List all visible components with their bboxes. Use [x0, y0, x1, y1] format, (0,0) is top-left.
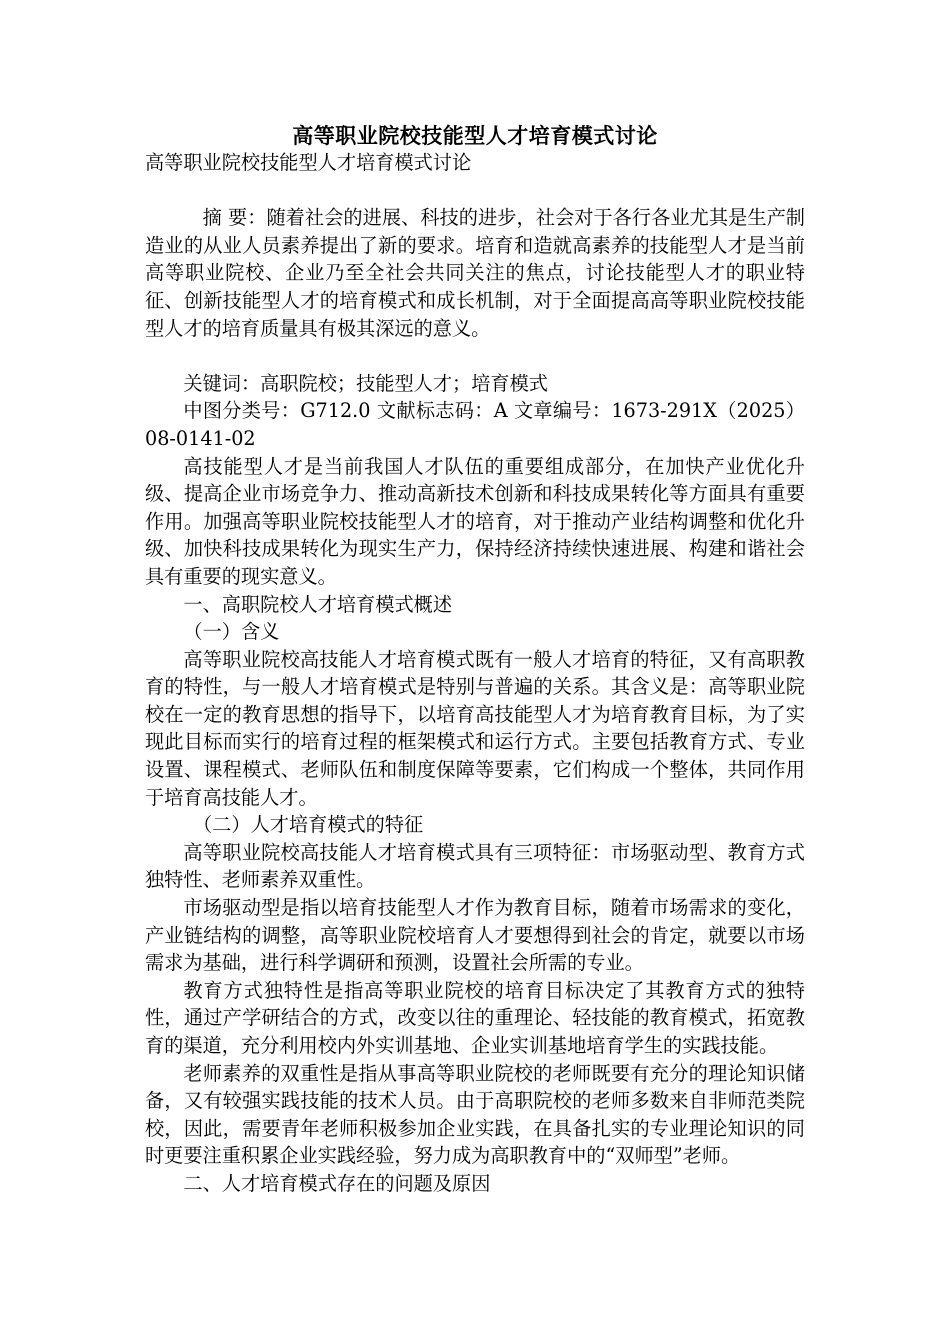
- teacher-paragraph: 老师素养的双重性是指从事高等职业院校的老师既要有充分的理论知识储备，又有较强实践技能的技术人员。由于高职院校的老师多数来自非师范类院校，因此，需要青年老师积极参加企业实践，在具备扎实的专业理论知识的同时更要注重积累企业实践经验，努力成为高职教育中的“双师型”老师。: [145, 1061, 805, 1168]
- subsection-heading-1-2: （二）人才培育模式的特征: [193, 813, 424, 837]
- features-paragraph: 高等职业院校高技能人才培育模式具有三项特征：市场驱动型、教育方式独特性、老师素养双重性。: [145, 840, 805, 892]
- method-paragraph: 教育方式独特性是指高等职业院校的培育目标决定了其教育方式的独特性，通过产学研结合的方式，改变以往的重理论、轻技能的教育模式，拓宽教育的渠道，充分利用校内外实训基地、企业实训基地培育学生的实践技能。: [145, 978, 805, 1057]
- keywords-line: 关键词：高职院校；技能型人才；培育模式: [183, 371, 548, 395]
- abstract-paragraph: 摘 要：随着社会的进展、科技的进步，社会对于各行各业尤其是生产制造业的从业人员素养提出了新的要求。培育和造就高素养的技能型人才是当前高等职业院校、企业乃至全社会共同关注的焦点，讨论技能型人才的职业特征、创新技能型人才的培育模式和成长机制，对于全面提高高等职业院校技能型人才的培育质量具有极其深远的意义。: [145, 206, 805, 340]
- meaning-paragraph: 高等职业院校高技能人才培育模式既有一般人才培育的特征，又有高职教育的特性，与一般人才培育模式是特别与普遍的关系。其含义是：高等职业院校在一定的教育思想的指导下，以培育高技能型人才为培育教育目标，为了实现此目标而实行的培育过程的框架模式和运行方式。主要包括教育方式、专业设置、课程模式、老师队伍和制度保障等要素，它们构成一个整体，共同作用于培育高技能人才。: [145, 647, 805, 809]
- section-heading-1: 一、高职院校人才培育模式概述: [183, 592, 453, 616]
- section-heading-2: 二、人才培育模式存在的问题及原因: [183, 1171, 491, 1195]
- intro-paragraph: 高技能型人才是当前我国人才队伍的重要组成部分，在加快产业优化升级、提高企业市场竞争力、推动高新技术创新和科技成果转化等方面具有重要作用。加强高等职业院校技能型人才的培育，对于推动产业结构调整和优化升级、加快科技成果转化为现实生产力，保持经济持续快速进展、构建和谐社会具有重要的现实意义。: [145, 454, 805, 588]
- blank-line: [145, 342, 805, 370]
- document-body: [145, 149, 805, 1198]
- document-subtitle: 高等职业院校技能型人才培育模式讨论: [145, 151, 472, 174]
- document-title: 高等职业院校技能型人才培育模式讨论: [292, 123, 658, 148]
- classification-line: 中图分类号：G712.0 文献标志码：A 文章编号：1673-291X（2025）08-0141-02: [145, 399, 805, 450]
- subsection-heading-1-1: （一）含义: [183, 620, 280, 644]
- blank-line: [145, 177, 805, 205]
- market-paragraph: 市场驱动型是指以培育技能型人才作为教育目标，随着市场需求的变化，产业链结构的调整，高等职业院校培育人才要想得到社会的肯定，就要以市场需求为基础，进行科学调研和预测，设置社会所需的专业。: [145, 896, 805, 975]
